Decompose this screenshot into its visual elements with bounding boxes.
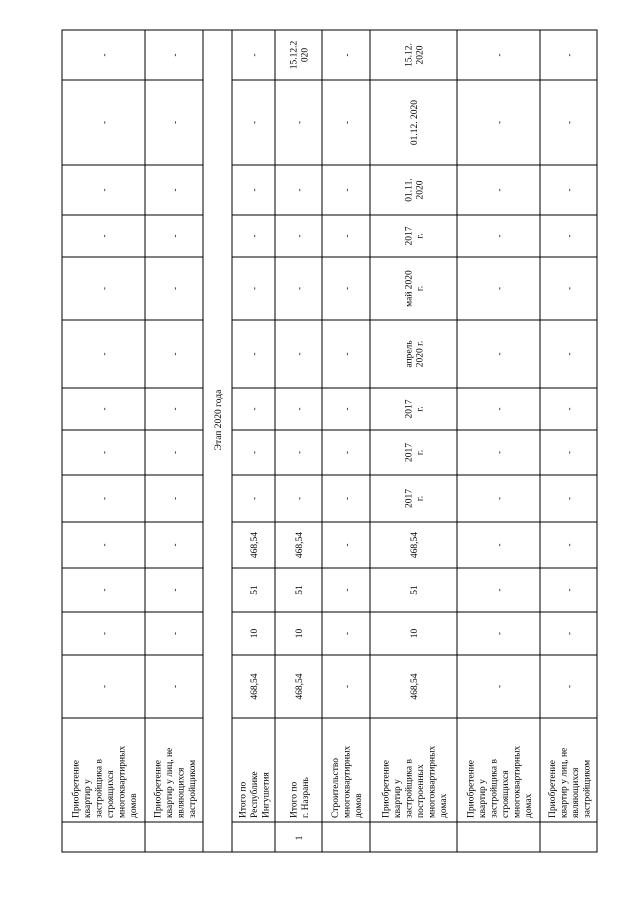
- data-cell: [564, 451, 574, 454]
- data-cell: [170, 121, 180, 124]
- data-cell: [170, 189, 180, 192]
- data-cell: [99, 544, 109, 547]
- data-cell-line: 15.12.2: [289, 40, 300, 70]
- row-name-line: Ингушетия: [261, 772, 272, 818]
- data-cell-line: 2017: [404, 399, 415, 419]
- data-cell-line: -: [494, 352, 504, 356]
- data-cell-line: -: [564, 632, 574, 635]
- data-cell: [494, 497, 504, 500]
- data-cell: [494, 408, 504, 411]
- data-cell: [290, 41, 311, 70]
- data-cell: [170, 408, 180, 411]
- data-cell-line: -: [564, 407, 574, 411]
- data-cell: [410, 629, 420, 639]
- data-cell-line: -: [564, 234, 574, 238]
- row-name-line: строящихся: [105, 770, 116, 818]
- data-cell: [170, 451, 180, 454]
- data-cell-line: г.: [415, 406, 426, 412]
- data-cell: [494, 353, 504, 356]
- data-cell: [494, 121, 504, 124]
- data-cell: [249, 497, 259, 500]
- data-cell-line: -: [341, 121, 352, 124]
- data-cell-line: -: [494, 188, 504, 192]
- data-cell-line: -: [169, 352, 180, 356]
- data-cell-line: -: [294, 451, 304, 454]
- data-cell: [170, 287, 180, 290]
- data-cell: [294, 497, 304, 500]
- row-name-line: квартир у: [82, 779, 93, 818]
- data-cell: [170, 497, 180, 500]
- data-cell-line: -: [564, 352, 574, 356]
- row-name-line: многоквартирных: [342, 745, 353, 818]
- data-cell-line: -: [494, 234, 504, 238]
- data-cell: [405, 399, 426, 418]
- data-cell: [295, 532, 305, 558]
- data-cell: [250, 629, 260, 639]
- data-cell-line: май 2020: [404, 270, 415, 307]
- data-cell: [170, 685, 180, 688]
- data-cell-line: -: [169, 588, 180, 592]
- data-cell: [249, 451, 259, 454]
- data-cell-line: 2020: [415, 45, 426, 65]
- data-cell-line: -: [341, 588, 352, 592]
- row-name-line: являющихся: [176, 767, 187, 818]
- row-name-line: застройщиком: [187, 759, 198, 818]
- data-cell: [410, 100, 420, 145]
- row-name: [465, 745, 534, 818]
- data-cell-line: -: [169, 632, 180, 635]
- row-name-line: Итого по: [289, 781, 300, 818]
- data-cell-line: -: [494, 497, 504, 500]
- data-cell-line: г.: [415, 233, 426, 239]
- data-cell-line: -: [294, 121, 304, 124]
- data-cell: [249, 353, 259, 356]
- data-cell: [295, 629, 305, 639]
- row-name-line: Приобретение: [466, 760, 477, 818]
- data-cell-line: -: [169, 407, 180, 411]
- data-cell: [249, 235, 259, 238]
- data-cell: [294, 287, 304, 290]
- data-cell-line: 020: [300, 47, 311, 63]
- row-name-line: г. Назрань: [300, 777, 311, 818]
- data-cell-line: 2017: [404, 226, 415, 246]
- data-cell-line: -: [564, 121, 574, 124]
- row-name-line: квартир у лиц, не: [164, 747, 175, 818]
- data-cell: [170, 544, 180, 547]
- data-cell-line: -: [341, 234, 352, 238]
- data-cell: [294, 235, 304, 238]
- data-cell: [99, 54, 109, 57]
- row-name-line: Итого по: [238, 781, 249, 818]
- data-cell: [405, 340, 426, 368]
- data-cell-line: 15.12.: [404, 43, 415, 67]
- row-name-line: Приобретение: [71, 760, 82, 818]
- data-cell-line: 468,54: [410, 531, 420, 559]
- data-cell-line: -: [294, 234, 304, 238]
- data-cell-line: -: [341, 407, 352, 411]
- data-cell: [342, 685, 352, 688]
- data-cell: [494, 189, 504, 192]
- data-cell-line: 468,54: [295, 673, 305, 700]
- data-cell: [564, 121, 574, 124]
- data-cell: [410, 532, 420, 558]
- data-cell-line: -: [341, 53, 352, 57]
- data-cell: [342, 189, 352, 192]
- row-name: [239, 771, 272, 818]
- data-cell: [564, 235, 574, 238]
- data-cell-line: -: [564, 287, 574, 290]
- data-cell: [99, 408, 109, 411]
- data-cell: [404, 270, 426, 307]
- data-cell-line: -: [494, 53, 504, 57]
- data-cell-line: -: [341, 352, 352, 356]
- data-cell-line: -: [99, 632, 109, 635]
- data-cell-line: -: [494, 588, 504, 592]
- data-cell-line: -: [341, 287, 352, 290]
- data-cell: [294, 189, 304, 192]
- data-cell: [494, 589, 504, 592]
- stage-label-line: Этап 2020 года: [214, 389, 224, 451]
- data-cell-line: -: [341, 685, 352, 688]
- data-cell-line: -: [99, 407, 109, 411]
- data-cell-line: -: [494, 287, 504, 290]
- data-cell-line: -: [294, 407, 304, 411]
- data-cell-line: -: [341, 543, 352, 547]
- data-cell-line: -: [494, 121, 504, 124]
- data-cell: [564, 353, 574, 356]
- data-cell: [494, 544, 504, 547]
- data-cell-line: -: [99, 352, 109, 356]
- data-cell: [170, 54, 180, 57]
- row-name: [380, 745, 449, 818]
- row-name: [152, 748, 198, 818]
- data-cell: [564, 589, 574, 592]
- data-cell-line: 2020 г.: [415, 340, 426, 368]
- data-cell: [564, 632, 574, 635]
- row-number-line: 1: [295, 835, 305, 841]
- data-cell-line: -: [564, 188, 574, 192]
- data-cell-line: 51: [250, 585, 260, 595]
- data-cell-line: 468,54: [250, 531, 260, 559]
- data-cell: [294, 451, 304, 454]
- data-cell-line: -: [564, 685, 574, 688]
- row-name-line: домах: [438, 793, 449, 818]
- data-cell: [249, 189, 259, 192]
- data-cell-line: -: [494, 543, 504, 547]
- data-cell-line: -: [564, 588, 574, 592]
- data-cell: [405, 489, 426, 508]
- data-cell: [99, 451, 109, 454]
- data-cell-line: -: [169, 497, 180, 500]
- data-cell: [99, 353, 109, 356]
- data-cell: [99, 632, 109, 635]
- data-cell-line: -: [564, 497, 574, 500]
- data-cell: [494, 235, 504, 238]
- data-cell-line: -: [294, 287, 304, 290]
- row-name-line: домов: [128, 793, 139, 818]
- row-name-line: Приобретение: [547, 760, 558, 818]
- data-cell-line: -: [169, 53, 180, 57]
- data-cell-line: 01.11.: [404, 178, 415, 202]
- data-cell: [342, 632, 352, 635]
- data-cell-line: -: [169, 685, 180, 688]
- data-cell: [170, 235, 180, 238]
- data-cell-line: апрель: [404, 340, 415, 368]
- data-cell-line: -: [249, 497, 259, 500]
- data-cell: [342, 235, 352, 238]
- data-cell: [294, 353, 304, 356]
- data-cell-line: 468,54: [410, 673, 420, 700]
- data-cell-line: 10: [295, 628, 305, 639]
- data-cell: [99, 685, 109, 688]
- data-cell: [295, 673, 305, 699]
- row-name-line: строящихся: [500, 770, 511, 818]
- data-cell-line: г.: [415, 449, 426, 456]
- table-border: [62, 30, 597, 852]
- data-cell: [405, 43, 426, 67]
- data-cell-line: -: [341, 497, 352, 500]
- data-cell-line: -: [249, 53, 259, 57]
- stage-label: [214, 389, 224, 450]
- data-cell: [249, 121, 259, 124]
- data-cell: [294, 408, 304, 411]
- data-cell-line: -: [99, 121, 109, 124]
- data-cell: [564, 408, 574, 411]
- row-name-line: Приобретение: [381, 760, 392, 818]
- data-cell-line: г.: [415, 495, 426, 502]
- row-name-line: Республике: [250, 771, 260, 818]
- row-name-line: Строительство: [331, 757, 341, 818]
- data-cell-line: 468,54: [250, 673, 260, 700]
- data-cell-line: -: [249, 352, 259, 356]
- data-cell: [405, 443, 426, 462]
- row-name-line: квартир у: [477, 779, 488, 818]
- data-cell: [99, 121, 109, 124]
- data-cell-line: -: [169, 451, 180, 454]
- data-cell-line: -: [494, 407, 504, 411]
- data-cell-line: -: [564, 451, 574, 454]
- data-cell: [494, 451, 504, 454]
- data-cell: [170, 632, 180, 635]
- data-cell: [99, 589, 109, 592]
- data-cell: [410, 585, 420, 595]
- data-cell-line: -: [341, 188, 352, 192]
- data-cell: [564, 685, 574, 688]
- data-cell-line: -: [99, 451, 109, 454]
- data-cell: [170, 589, 180, 592]
- data-cell: [342, 287, 352, 290]
- data-cell: [342, 544, 352, 547]
- data-cell-line: -: [99, 287, 109, 290]
- data-cell-line: -: [169, 234, 180, 238]
- data-cell-line: 10: [250, 628, 260, 639]
- data-cell-line: -: [294, 188, 304, 192]
- row-name: [289, 777, 311, 818]
- data-cell-line: -: [494, 632, 504, 635]
- data-cell-line: -: [169, 287, 180, 290]
- data-cell-line: -: [249, 188, 259, 192]
- data-cell: [342, 121, 352, 124]
- data-cell-line: -: [99, 188, 109, 192]
- data-cell: [342, 408, 352, 411]
- row-name-line: застройщиком: [582, 759, 593, 818]
- data-cell: [99, 235, 109, 238]
- data-cell-line: -: [99, 543, 109, 547]
- data-cell: [410, 673, 420, 699]
- data-cell: [494, 632, 504, 635]
- row-name-line: домах: [523, 793, 534, 818]
- data-cell-line: 51: [410, 585, 420, 595]
- row-name: [547, 748, 593, 818]
- data-cell-line: 2017: [404, 489, 415, 508]
- data-cell-line: 10: [410, 628, 420, 639]
- data-cell: [250, 585, 260, 595]
- data-cell-line: -: [169, 188, 180, 192]
- data-cell-line: -: [99, 588, 109, 592]
- data-cell: [342, 353, 352, 356]
- data-cell: [564, 287, 574, 290]
- data-cell: [494, 287, 504, 290]
- data-cell: [249, 54, 259, 57]
- row-name-line: многоквартирных: [117, 745, 128, 818]
- data-cell-line: -: [564, 543, 574, 547]
- row-name-line: квартир у лиц, не: [559, 747, 570, 818]
- data-cell-line: -: [249, 287, 259, 290]
- data-cell-line: 01.12. 2020: [410, 99, 420, 146]
- data-cell: [250, 673, 260, 699]
- data-cell-line: -: [494, 451, 504, 454]
- data-cell: [249, 408, 259, 411]
- data-cell: [342, 497, 352, 500]
- data-cell-line: -: [564, 53, 574, 57]
- data-cell: [342, 54, 352, 57]
- data-cell-line: 51: [295, 585, 305, 595]
- data-cell-line: -: [99, 53, 109, 57]
- row-name-line: домов: [354, 793, 364, 818]
- row-name-line: застройщика в: [94, 759, 105, 818]
- data-cell-line: -: [341, 632, 352, 635]
- data-cell: [405, 178, 426, 201]
- row-number: [295, 835, 305, 840]
- data-cell-line: -: [249, 407, 259, 411]
- data-cell-line: -: [294, 497, 304, 500]
- data-cell-line: -: [341, 451, 352, 454]
- data-cell: [250, 532, 260, 558]
- data-cell: [99, 287, 109, 290]
- data-cell-line: -: [99, 685, 109, 688]
- data-cell: [294, 121, 304, 124]
- data-cell: [342, 589, 352, 592]
- data-cell-line: -: [249, 451, 259, 454]
- row-name-line: построенных: [415, 764, 426, 818]
- data-cell: [564, 497, 574, 500]
- data-cell: [295, 585, 305, 595]
- data-cell: [564, 544, 574, 547]
- data-cell-line: -: [169, 121, 180, 124]
- data-cell-line: 2017: [404, 443, 415, 462]
- data-cell-line: -: [169, 543, 180, 547]
- data-cell-line: 2020: [415, 180, 426, 200]
- row-name-line: квартир у: [392, 779, 403, 818]
- row-name: [331, 745, 364, 818]
- data-cell-line: 468,54: [295, 531, 305, 559]
- data-cell: [99, 497, 109, 500]
- data-cell: [494, 54, 504, 57]
- data-cell-line: -: [99, 234, 109, 238]
- data-cell-line: -: [294, 352, 304, 356]
- row-name-line: являющихся: [570, 767, 581, 818]
- row-name-line: застройщика в: [404, 759, 415, 818]
- data-cell-line: -: [99, 497, 109, 500]
- data-cell-line: -: [249, 234, 259, 238]
- data-cell: [170, 353, 180, 356]
- data-cell: [99, 189, 109, 192]
- data-cell-line: -: [494, 685, 504, 688]
- data-cell: [564, 54, 574, 57]
- data-cell-line: -: [249, 121, 259, 124]
- row-name-line: многоквартирных: [512, 745, 523, 818]
- row-name-line: Приобретение: [153, 760, 164, 818]
- data-cell-line: г.: [415, 285, 426, 292]
- row-name-line: многоквартирных: [427, 745, 438, 818]
- row-name-line: застройщика в: [489, 759, 500, 818]
- data-cell: [342, 451, 352, 454]
- data-cell: [564, 189, 574, 192]
- data-cell: [249, 287, 259, 290]
- data-cell: [494, 685, 504, 688]
- row-name: [70, 745, 139, 818]
- data-cell: [405, 226, 426, 245]
